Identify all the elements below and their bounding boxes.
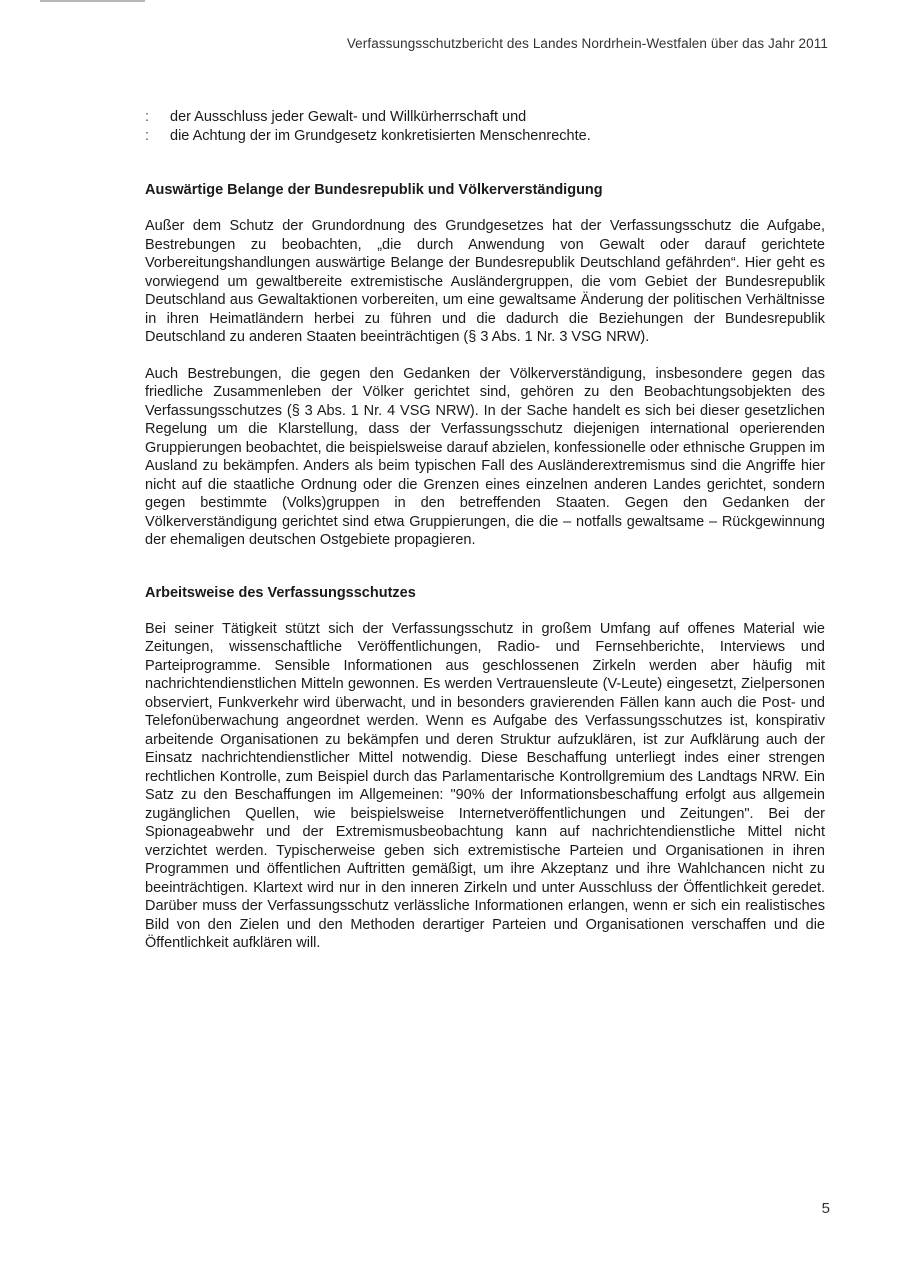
paragraph: Bei seiner Tätigkeit stützt sich der Verfassungsschutz in großem Umfang auf offenes Material wie Zeitungen, wissenschaftliche Veröffentlichungen, Radio- und Fernsehberichte, Interviews und Parteiprogramme. Sensible Informationen aus geschlossenen Zirkeln werden aber häufig mit nachrichtendienstlichen Mitteln gewonnen. Es werden Vertrauensleute (V-Leute) eingesetzt, Zielpersonen observiert, Funkverkehr wird überwacht, und in besonders gravierenden Fällen kann auch die Post- und Telefonüberwachung angeordnet werden. Wenn es Aufgabe des Verfassungsschutzes ist, konspirativ arbeitende Organisationen zu bekämpfen und deren Struktur aufzuklären, ist zur Aufklärung auch der Einsatz nachrichtendienstlicher Mittel notwendig. Diese Beschaffung unterliegt indes einer strengen rechtlichen Kontrolle, zum Beispiel durch das Parlamentarische Kontrollgremium des Landtags NRW. Ein Satz zu den Beschaffungen im Allgemeinen: "90% der Informationsbeschaffung erfolgt aus allgemein zugänglichen Quellen, wie beispielsweise Internetveröffentlichungen und Zeitungen". Bei der Spionageabwehr und der Extremismusbeobachtung kann auf nachrichtendienstliche Mittel nicht verzichtet werden. Typischerweise geben sich extremistische Parteien und Organisationen in ihren Programmen und öffentlichen Auftritten gemäßigt, um ihre Akzeptanz und ihre Wahlchancen nicht zu beeinträchtigen. Klartext wird nur in den inneren Zirkeln und unter Ausschluss der Öffentlichkeit geredet. Darüber muss der Verfassungsschutz verlässliche Informationen erlangen, wenn er sich ein realistisches Bild von den Zielen und den Methoden derartiger Parteien und Organisationen verschaffen und die Öffentlichkeit aufklären will.: [145, 620, 825, 951]
scan-edge-line: [40, 0, 145, 2]
list-marker: :: [145, 109, 150, 125]
list-item-text: der Ausschluss jeder Gewalt- und Willkürherrschaft und: [170, 109, 527, 125]
list-item-text: die Achtung der im Grundgesetz konkretisierten Menschenrechte.: [170, 127, 591, 144]
page-number: 5: [821, 1200, 830, 1217]
paragraph: Außer dem Schutz der Grundordnung des Grundgesetzes hat der Verfassungsschutz die Aufgabe, Bestrebungen zu beobachten, „die durch Anwendung von Gewalt oder darauf gerichtete Vorbereitungshandlungen auswärtige Belange der Bundesrepublik Deutschland gefährden“. Hier geht es vorwiegend um gewaltbereite extremistische Ausländergruppen, die vom Gebiet der Bundesrepublik Deutschland aus Gewaltaktionen vorbereiten, um eine gewaltsame Änderung der politischen Verhältnisse in ihren Heimatländern herbei zu führen und die dadurch die Beziehungen der Bundesrepublik Deutschland zu anderen Staaten beeinträchtigen (§ 3 Abs. 1 Nr. 3 VSG NRW).: [145, 218, 825, 345]
list-marker: :: [145, 127, 150, 144]
running-header: Verfassungsschutzbericht des Landes Nordrhein-Westfalen über das Jahr 2011: [346, 36, 828, 51]
page-content: [145, 108, 825, 971]
section-heading-arbeitsweise: Arbeitsweise des Verfassungsschutzes: [145, 584, 416, 601]
list-item: [145, 108, 825, 127]
list-item: [145, 127, 825, 146]
section-heading-auswaertige-belange: Auswärtige Belange der Bundesrepublik und Völkerverständigung: [145, 182, 603, 198]
paragraph: Auch Bestrebungen, die gegen den Gedanken der Völkerverständigung, insbesondere gegen das friedliche Zusammenleben der Völker gerichtet sind, gehören zu den Beobachtungsobjekten des Verfassungsschutzes (§ 3 Abs. 1 Nr. 4 VSG NRW). In der Sache handelt es sich bei dieser gesetzlichen Regelung um die Klarstellung, dass der Verfassungsschutz diejenigen international operierenden Gruppierungen beobachtet, die beispielsweise darauf abzielen, konfessionelle oder ethnische Gruppen im Ausland zu bekämpfen. Anders als beim typischen Fall des Ausländerextremismus sind die Angriffe hier nicht auf die staatliche Ordnung oder die Grenzen eines einzelnen anderen Landes gerichtet, sondern gegen bestimmte (Volks)gruppen in den betreffenden Staaten. Gegen den Gedanken der Völkerverständigung gerichtet sind etwa Gruppierungen, die die – notfalls gewaltsame – Rückgewinnung der ehemaligen deutschen Ostgebiete propagieren.: [145, 365, 825, 548]
